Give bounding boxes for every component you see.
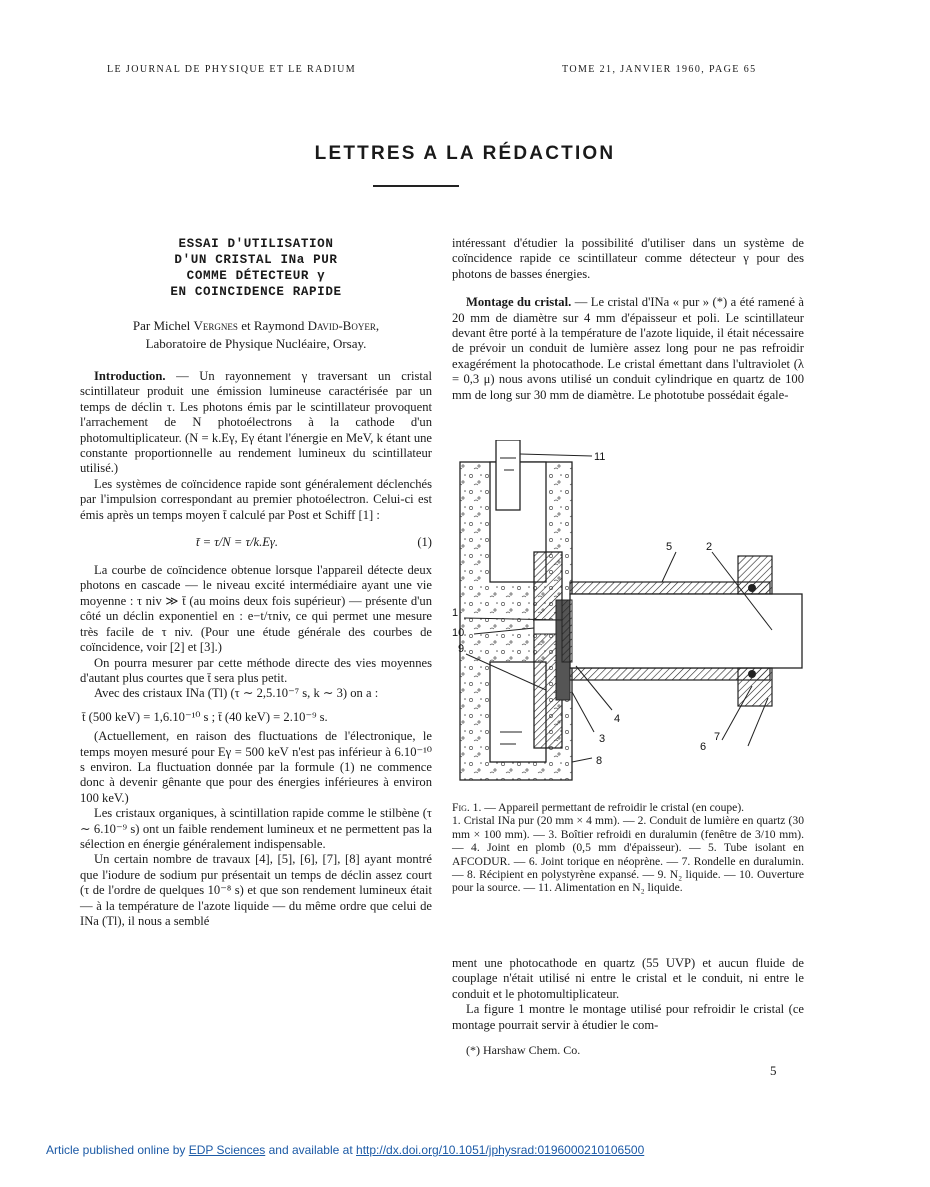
- figure-label: 7: [714, 731, 721, 743]
- running-head-journal: LE JOURNAL DE PHYSIQUE ET LE RADIUM: [107, 64, 356, 75]
- figure-label: 11: [594, 451, 606, 463]
- author-block: [80, 317, 432, 353]
- figure-1-apparatus: [452, 440, 812, 800]
- paragraph: (Actuellement, en raison des fluctuations de l'électronique, le temps moyen mesuré pour Eγ = 500 keV n'est pas inférieur à 6.10⁻¹⁰ s environ. La fluctuation donnée par la formule (1) ne commence donc à devenir gênante que pour des énergies inférieures à environ 100 keV.): [80, 729, 432, 805]
- author-name: David-Boyer,: [307, 318, 380, 333]
- paragraph: ment une photocathode en quartz (55 UVP) et aucun fluide de couplage n'était utilisé ni entre le cristal et le conduit, ni entre le conduit et le photomultiplicateur.: [452, 956, 804, 1001]
- doi-link[interactable]: http://dx.doi.org/10.1051/jphysrad:0196000210106500: [356, 1143, 645, 1157]
- figure-caption: [452, 801, 804, 895]
- paragraph: On pourra mesurer par cette méthode directe des vies moyennes d'autant plus courtes que t̄ sera plus petit.: [80, 655, 432, 685]
- figure-label: 3: [599, 733, 606, 745]
- title-rule: [373, 185, 459, 187]
- publisher-link[interactable]: EDP Sciences: [188, 1143, 266, 1157]
- quartz-light-guide: [570, 594, 802, 668]
- equation-1: [80, 525, 432, 563]
- title-line: D'UN CRISTAL INa PUR: [174, 253, 338, 267]
- figure-title: [452, 801, 804, 814]
- figure-label: 4: [614, 713, 621, 725]
- running-head-issue: TOME 21, JANVIER 1960, PAGE 65: [562, 64, 757, 75]
- paragraph: [80, 369, 432, 477]
- right-column-bottom: [452, 956, 804, 1058]
- title-line: ESSAI D'UTILISATION: [178, 237, 334, 251]
- o-ring-bottom: [748, 670, 756, 678]
- figure-label: 2: [706, 541, 713, 553]
- paragraph: intéressant d'étudier la possibilité d'utiliser dans un système de coïncidence rapide ce scintillateur comme détecteur γ pour des photons de basses énergies.: [452, 236, 804, 281]
- o-ring-top: [748, 584, 756, 592]
- equation-text: t̄ = τ/N = τ/k.Eγ.: [196, 535, 279, 550]
- paragraph: Les cristaux organiques, à scintillation rapide comme le stilbène (τ ∼ 6.10⁻⁹ s) ont un faible rendement lumineux et ne permettent pas la sélection en énergie généralement indispensable.: [80, 806, 432, 851]
- article-title: [80, 236, 432, 300]
- paragraph: [452, 295, 804, 403]
- figure-title-text: — Appareil permettant de refroidir le cristal (en coupe).: [484, 801, 745, 814]
- affiliation: Laboratoire de Physique Nucléaire, Orsay.: [145, 336, 367, 351]
- section-heading: Introduction.: [94, 369, 166, 383]
- footnote: (*) Harshaw Chem. Co.: [466, 1043, 581, 1058]
- footer-line: [46, 1143, 644, 1157]
- author-name: Vergnes: [193, 318, 238, 333]
- and-text: et Raymond: [241, 318, 305, 333]
- author-line: [80, 317, 432, 335]
- right-column-top: [452, 236, 804, 403]
- figure-label: 9: [458, 643, 465, 655]
- figure-legend: 1. Cristal INa pur (20 mm × 4 mm). — 2. Conduit de lumière en quartz (30 mm × 100 mm). — 3. Boîtier refroidi en duralumin (fenêtre de 3/10 mm). — 4. Joint en plomb (0,5 mm d'épaisseur). — 5. Tube isolant en AFCODUR. — 6. Joint torique en néoprène. — 7. Rondelle en duralumin. — 8. Récipient en polystyrène expansé. — 9. N₂ liquide. — 10. Ouverture pour la source. — 11. Alimentation en N₂ liquide.: [452, 814, 804, 895]
- paragraph-text: — Un rayonnement γ traversant un cristal scintillateur produit une émission lumineuse caractérisée par un temps de déclin τ. Les photons émis par le scintillateur provoquent l'arrachement de N photoélectrons à la cathode d'un photomultiplicateur. (N = k.Eγ, Eγ étant l'énergie en MeV, k étant une constante proportionnelle au rendement lumineux du scintillateur utilisé.): [80, 369, 432, 476]
- equation-2: t̄ (500 keV) = 1,6.10⁻¹⁰ s ; t̄ (40 keV) = 2.10⁻⁹ s.: [82, 709, 328, 724]
- paragraph: La figure 1 montre le montage utilisé pour refroidir le cristal (ce montage pourrait servir à étudier le com-: [452, 1002, 804, 1032]
- figure-number: Fig. 1.: [452, 801, 482, 814]
- title-line: COMME DÉTECTEUR γ: [186, 269, 326, 283]
- figure-label: 5: [666, 541, 673, 553]
- paragraph: Un certain nombre de travaux [4], [5], [6], [7], [8] ayant montré que l'iodure de sodium pur présentait un temps de déclin assez court (τ de l'ordre de quelques 10⁻⁸ s) et que son rendement lumineux était — à la température de l'azote liquide — du même ordre que celui de INa (Tl), il nous a semblé: [80, 852, 432, 928]
- nai-crystal: [562, 600, 572, 662]
- equation-number: (1): [417, 535, 432, 550]
- figure-label: 8: [596, 755, 603, 767]
- section-heading: Montage du cristal.: [466, 295, 572, 310]
- figure-label: 6: [700, 741, 707, 753]
- figure-label: 1: [452, 607, 459, 619]
- figure-label: 10: [452, 627, 465, 639]
- source-opening: [534, 620, 556, 634]
- nitrogen-feed-tube: [496, 440, 520, 510]
- paragraph: Avec des cristaux INa (Tl) (τ ∼ 2,5.10⁻⁷ s, k ∼ 3) on a :: [94, 686, 379, 701]
- section-title: LETTRES A LA RÉDACTION: [314, 143, 616, 164]
- title-line: EN COINCIDENCE RAPIDE: [170, 285, 342, 299]
- left-column: [80, 369, 432, 929]
- paragraph: La courbe de coïncidence obtenue lorsque l'appareil détecte deux photons en cascade — le niveau excité intermédiaire ayant une vie moyenne : τ niv ≫ t̄ (au moins deux fois supérieur) — présente d'un côté un déclin exponentiel en : e−t/τniv, ce qui permet une mesure très facile de τ niv. (Pour une étude générale des courbes de coïncidence, voir [2] et [3].): [80, 563, 432, 655]
- by-text: Par Michel: [132, 318, 191, 333]
- paragraph: Les systèmes de coïncidence rapide sont généralement déclenchés par l'impulsion correspondant au premier photoélectron. Celui-ci est émis après un temps moyen t̄ calculé par Post et Schiff [1] :: [80, 476, 432, 522]
- paragraph-text: — Le cristal d'INa « pur » (*) a été ramené à 20 mm de diamètre sur 4 mm d'épaisseur et poli. Le scintillateur devant être porté à la température de l'azote liquide, il était nécessaire de prévoir un conduit de lumière assez long pour ne pas refroidir exagérément la photocathode. Le cristal émettant dans l'ultraviolet (λ = 0,3 μ) nous avons utilisé un conduit cylindrique en quartz de 100 mm de long sur 30 mm de diamètre. Le phototube possédait égale-: [452, 295, 804, 402]
- footer-prefix: Article published online by: [46, 1143, 186, 1157]
- page-number: 5: [770, 1063, 777, 1078]
- footer-middle: and available at: [268, 1143, 353, 1157]
